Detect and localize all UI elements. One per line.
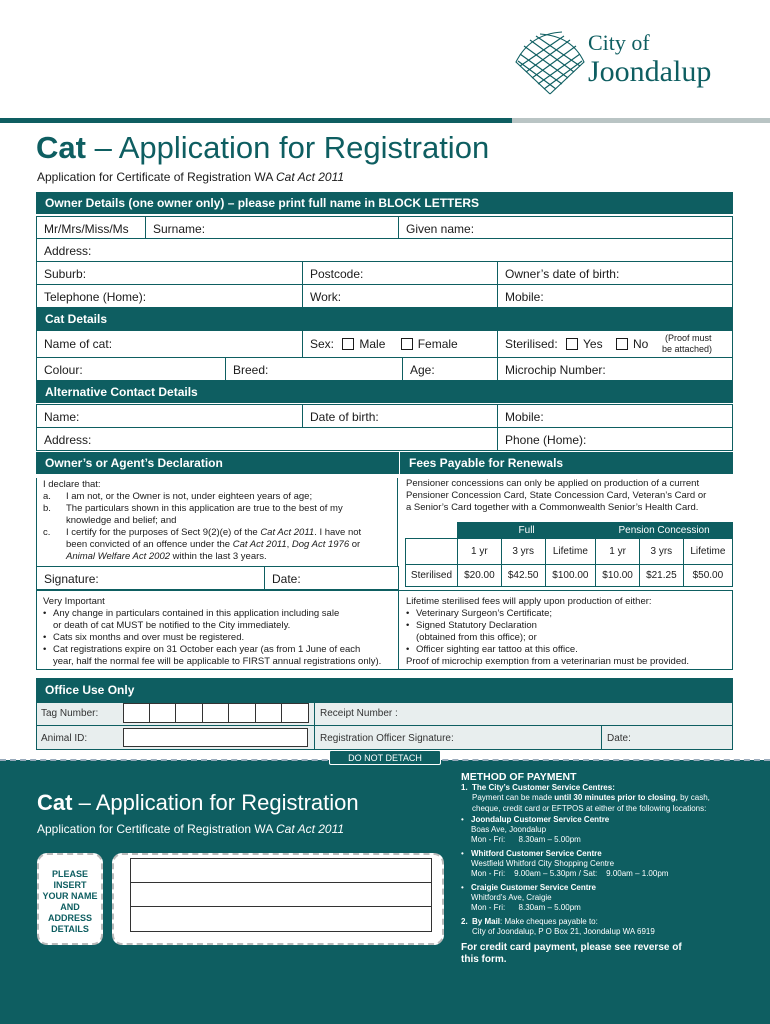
phone-home-field[interactable] — [36, 284, 303, 308]
microchip-field[interactable] — [497, 357, 733, 381]
fees-col: 3 yrs — [501, 539, 545, 565]
important-item — [43, 644, 392, 668]
logo-line1: City of — [588, 30, 650, 55]
tag-number-label: Tag Number: — [41, 708, 99, 719]
decl-a-label: a. — [43, 491, 51, 502]
tag-digit-box[interactable] — [176, 703, 203, 723]
breed-field[interactable] — [225, 357, 403, 381]
fees-value: $10.00 — [596, 565, 640, 587]
alt-name-field[interactable] — [36, 404, 303, 428]
alt-mobile-field[interactable] — [497, 404, 733, 428]
decl-c-line1 — [66, 527, 361, 539]
stub-subtitle-act: Cat Act 2011 — [276, 822, 345, 836]
c1-addr: Boas Ave, Joondalup — [471, 825, 547, 835]
p2-title: By Mail — [472, 916, 501, 926]
female-label: Female — [417, 337, 458, 351]
tag-digit-box[interactable] — [203, 703, 230, 723]
stub-title-rest: – Application for Registration — [72, 790, 359, 815]
payment-2-line — [472, 917, 598, 927]
fees-text — [406, 478, 734, 514]
fees-col: 1 yr — [458, 539, 502, 565]
alt-address-field[interactable] — [36, 427, 498, 451]
animal-id-label: Animal ID: — [41, 733, 88, 744]
surname-label: Surname: — [153, 222, 206, 236]
lifetime-box — [398, 590, 733, 670]
fees-pension-header: Pension Concession — [596, 523, 733, 539]
tag-digit-box[interactable] — [256, 703, 283, 723]
suburb-label: Suburb: — [44, 267, 87, 281]
signature-field[interactable] — [36, 566, 265, 590]
signature-label: Signature: — [44, 572, 99, 586]
cat-name-field[interactable] — [36, 330, 303, 358]
stub-title-bold: Cat — [37, 790, 73, 815]
tag-digit-box[interactable] — [282, 703, 309, 723]
office-divider-2 — [601, 725, 602, 750]
subtitle-act: Cat Act 2011 — [276, 170, 345, 184]
address-line-3[interactable] — [130, 907, 432, 932]
insert-details-label: PLEASE INSERT YOUR NAME AND ADDRESS DETAILS — [42, 869, 98, 934]
colour-label: Colour: — [44, 363, 83, 377]
mobile-label: Mobile: — [505, 290, 544, 304]
owner-dob-label: Owner’s date of birth: — [505, 267, 620, 281]
decl-c-line3 — [43, 551, 391, 563]
alt-name-label: Name: — [44, 410, 80, 424]
address-line-2[interactable] — [130, 882, 432, 907]
decl-c-line2 — [43, 539, 391, 551]
officer-signature-label: Registration Officer Signature: — [320, 733, 454, 744]
payment-1-text1 — [461, 793, 761, 803]
fees-value: $20.00 — [458, 565, 502, 587]
sex-field — [302, 330, 498, 358]
proof-line2: be attached) — [662, 344, 713, 354]
declaration-intro: I declare that: — [43, 479, 101, 490]
animal-id-box[interactable] — [123, 728, 308, 747]
alt-mobile-label: Mobile: — [505, 410, 544, 424]
logo-line2: Joondalup — [588, 55, 712, 88]
microchip-label: Microchip Number: — [505, 363, 606, 377]
decl-c2-act1: Cat Act 2011 — [232, 539, 287, 550]
payment-2-num: 2. — [461, 916, 468, 926]
do-not-detach-badge: DO NOT DETACH — [329, 750, 441, 765]
declaration-text — [36, 478, 398, 566]
fees-table — [405, 522, 733, 587]
office-date-label: Date: — [607, 733, 631, 744]
address-label: Address: — [44, 244, 92, 258]
page-title — [36, 130, 489, 166]
fees-text-3: a Senior’s Card together with a Commonwealth Senior’s Health Card. — [406, 502, 699, 513]
decl-c2m: , — [286, 539, 292, 550]
p2-rest: : Make cheques payable to: — [500, 916, 598, 926]
payment-1-num: 1. — [461, 783, 468, 792]
title-rest: – Application for Registration — [85, 130, 490, 165]
c3-hours: Mon - Fri: 8.30am – 5.00pm — [471, 903, 581, 913]
suburb-field[interactable] — [36, 261, 303, 285]
owner-dob-field[interactable] — [497, 261, 733, 285]
important-1b: or death of cat MUST be notified to the City immediately. — [53, 620, 291, 631]
alt-address-label: Address: — [44, 433, 92, 447]
colour-field[interactable] — [36, 357, 226, 381]
proof-note — [662, 333, 712, 355]
sterilised-label: Sterilised: — [505, 337, 558, 351]
lifetime-item: • Veterinary Surgeon’s Certificate; — [406, 608, 724, 620]
postcode-field[interactable] — [302, 261, 498, 285]
alt-dob-label: Date of birth: — [310, 410, 379, 424]
payment-item-1 — [461, 783, 761, 793]
work-phone-label: Work: — [310, 290, 342, 304]
fees-value: $100.00 — [545, 565, 596, 587]
decl-c-label: c. — [43, 527, 51, 538]
important-3a: Cat registrations expire on 31 October each year (as from 1 June of each — [53, 644, 361, 655]
declaration-date-field[interactable] — [264, 566, 399, 590]
insert-details-box — [37, 853, 103, 945]
mobile-field[interactable] — [497, 284, 733, 308]
top-rule-grey — [512, 118, 770, 123]
yes-label: Yes — [583, 337, 603, 351]
office-divider-h — [36, 725, 733, 726]
page-subtitle — [37, 170, 344, 184]
c1-name: Joondalup Customer Service Centre — [471, 814, 610, 824]
tag-digit-box[interactable] — [123, 703, 150, 723]
fees-full-header: Full — [458, 523, 596, 539]
fees-row-label: Sterilised — [406, 565, 458, 587]
p1-t1c: , by cash, — [675, 793, 710, 803]
alt-contact-header: Alternative Contact Details — [36, 381, 733, 403]
office-divider-1 — [314, 702, 315, 750]
subtitle-text: Application for Certificate of Registration WA — [37, 170, 276, 184]
proof-line1: (Proof must — [665, 333, 712, 343]
given-name-field[interactable] — [398, 216, 733, 239]
stub-title — [37, 790, 359, 816]
lifetime-item — [406, 620, 724, 644]
c3-name: Craigie Customer Service Centre — [471, 882, 596, 892]
title-bold: Cat — [36, 130, 86, 165]
city-logo-icon — [510, 26, 590, 98]
decl-c2a: been convicted of an offence under the — [66, 539, 233, 550]
important-item: • Cats six months and over must be registered. — [43, 632, 392, 644]
office-header: Office Use Only — [36, 678, 733, 702]
payment-item-2 — [461, 917, 761, 927]
fees-value: $21.25 — [639, 565, 683, 587]
cat-name-label: Name of cat: — [44, 337, 113, 351]
postcode-label: Postcode: — [310, 267, 364, 281]
fees-text-1: Pensioner concessions can only be applied on production of a current — [406, 478, 700, 489]
decl-b-text: The particulars shown in this application are true to the best of my — [66, 503, 343, 514]
fees-header: Fees Payable for Renewals — [399, 452, 733, 474]
owner-header: Owner Details (one owner only) – please print full name in BLOCK LETTERS — [36, 192, 733, 214]
address-line-1[interactable] — [130, 858, 432, 883]
centre-craigie — [461, 883, 761, 914]
decl-c1-act: Cat Act 2011 — [260, 527, 315, 538]
p1-t1a: Payment can be made — [472, 793, 555, 803]
given-name-label: Given name: — [406, 222, 475, 236]
declaration-date-label: Date: — [272, 572, 301, 586]
decl-c2-act2: Dog Act 1976 — [291, 539, 350, 550]
fees-text-2: Pensioner Concession Card, State Concession Card, Veteran’s Card or — [406, 490, 707, 501]
tag-digit-box[interactable] — [229, 703, 256, 723]
address-field[interactable] — [36, 238, 733, 262]
age-label: Age: — [410, 363, 435, 377]
lifetime-proof: Proof of microchip exemption from a veterinarian must be provided. — [406, 656, 690, 667]
credit-card-note: For credit card payment, please see reverse of this form. — [461, 942, 682, 966]
phone-home-label: Telephone (Home): — [44, 290, 147, 304]
important-item — [43, 608, 392, 632]
decl-a-text: I am not, or the Owner is not, under eighteen years of age; — [66, 491, 313, 502]
title-label: Mr/Mrs/Miss/Ms — [44, 222, 129, 236]
decl-c1b: . I have not — [314, 527, 362, 538]
alt-phone-field[interactable] — [497, 427, 733, 451]
payment-1-text2: cheque, credit card or EFTPOS at either of the following locations: — [472, 803, 707, 813]
stub-subtitle — [37, 822, 344, 836]
male-checkbox[interactable] — [342, 338, 354, 350]
fees-col: 1 yr — [596, 539, 640, 565]
tag-number-boxes[interactable] — [123, 703, 309, 723]
payment-header: METHOD OF PAYMENT — [461, 771, 577, 783]
age-field[interactable] — [402, 357, 498, 381]
decl-c3b: within the last 3 years. — [170, 551, 267, 562]
alt-dob-field[interactable] — [302, 404, 498, 428]
tag-digit-box[interactable] — [150, 703, 177, 723]
fees-col: 3 yrs — [639, 539, 683, 565]
breed-label: Breed: — [233, 363, 269, 377]
important-1a: Any change in particulars contained in this application including sale — [53, 608, 340, 619]
c3-addr: Whitford’s Ave, Craigie — [471, 892, 552, 902]
receipt-label: Receipt Number : — [320, 708, 398, 719]
cat-header: Cat Details — [36, 308, 733, 330]
important-title: Very Important — [43, 596, 105, 607]
important-box — [36, 590, 399, 670]
fees-col: Lifetime — [683, 539, 732, 565]
decl-c3-act: Animal Welfare Act 2002 — [66, 551, 171, 562]
centre-joondalup — [461, 815, 761, 846]
c2-name: Whitford Customer Service Centre — [471, 848, 602, 858]
sex-label: Sex: — [310, 337, 335, 351]
male-label: Male — [359, 337, 386, 351]
centre-whitford — [461, 849, 761, 880]
lifetime-2b: (obtained from this office); or — [416, 632, 537, 643]
lifetime-2a: Signed Statutory Declaration — [416, 620, 537, 631]
c2-addr: Westfield Whitford City Shopping Centre — [471, 859, 615, 869]
title-field[interactable] — [36, 216, 146, 239]
decl-c2b: or — [349, 539, 361, 550]
fees-value: $42.50 — [501, 565, 545, 587]
work-phone-field[interactable] — [302, 284, 498, 308]
city-logo — [510, 26, 740, 98]
female-checkbox[interactable] — [401, 338, 413, 350]
fees-value: $50.00 — [683, 565, 732, 587]
alt-phone-label: Phone (Home): — [505, 433, 587, 447]
no-label: No — [632, 337, 649, 351]
decl-b-label: b. — [43, 503, 51, 514]
payment-section — [461, 771, 761, 966]
sterilised-yes-checkbox[interactable] — [566, 338, 578, 350]
c2-hours: Mon - Fri: 9.00am – 5.30pm / Sat: 9.00am – 1.00pm — [471, 869, 669, 879]
sterilised-no-checkbox[interactable] — [616, 338, 628, 350]
stub-subtitle-text: Application for Certificate of Registration WA — [37, 822, 276, 836]
c1-hours: Mon - Fri: 8.30am – 5.00pm — [471, 835, 581, 845]
fees-col: Lifetime — [545, 539, 596, 565]
payment-1-title: The City’s Customer Service Centres: — [472, 783, 615, 792]
p1-t1b: until 30 minutes prior to closing — [554, 793, 676, 803]
lifetime-item: • Officer sighting ear tattoo at this office. — [406, 644, 724, 656]
surname-field[interactable] — [145, 216, 399, 239]
declaration-header: Owner’s or Agent’s Declaration — [36, 452, 399, 474]
decl-b-text2: knowledge and belief; and — [66, 515, 177, 526]
important-3b: year, half the normal fee will be applicable to FIRST annual registrations only). — [53, 656, 382, 667]
lifetime-intro: Lifetime sterilised fees will apply upon production of either: — [406, 596, 652, 607]
decl-c1a: I certify for the purposes of Sect 9(2)(e) of the — [66, 527, 261, 538]
payment-2-addr: City of Joondalup, P O Box 21, Joondalup WA 6919 — [472, 926, 655, 936]
